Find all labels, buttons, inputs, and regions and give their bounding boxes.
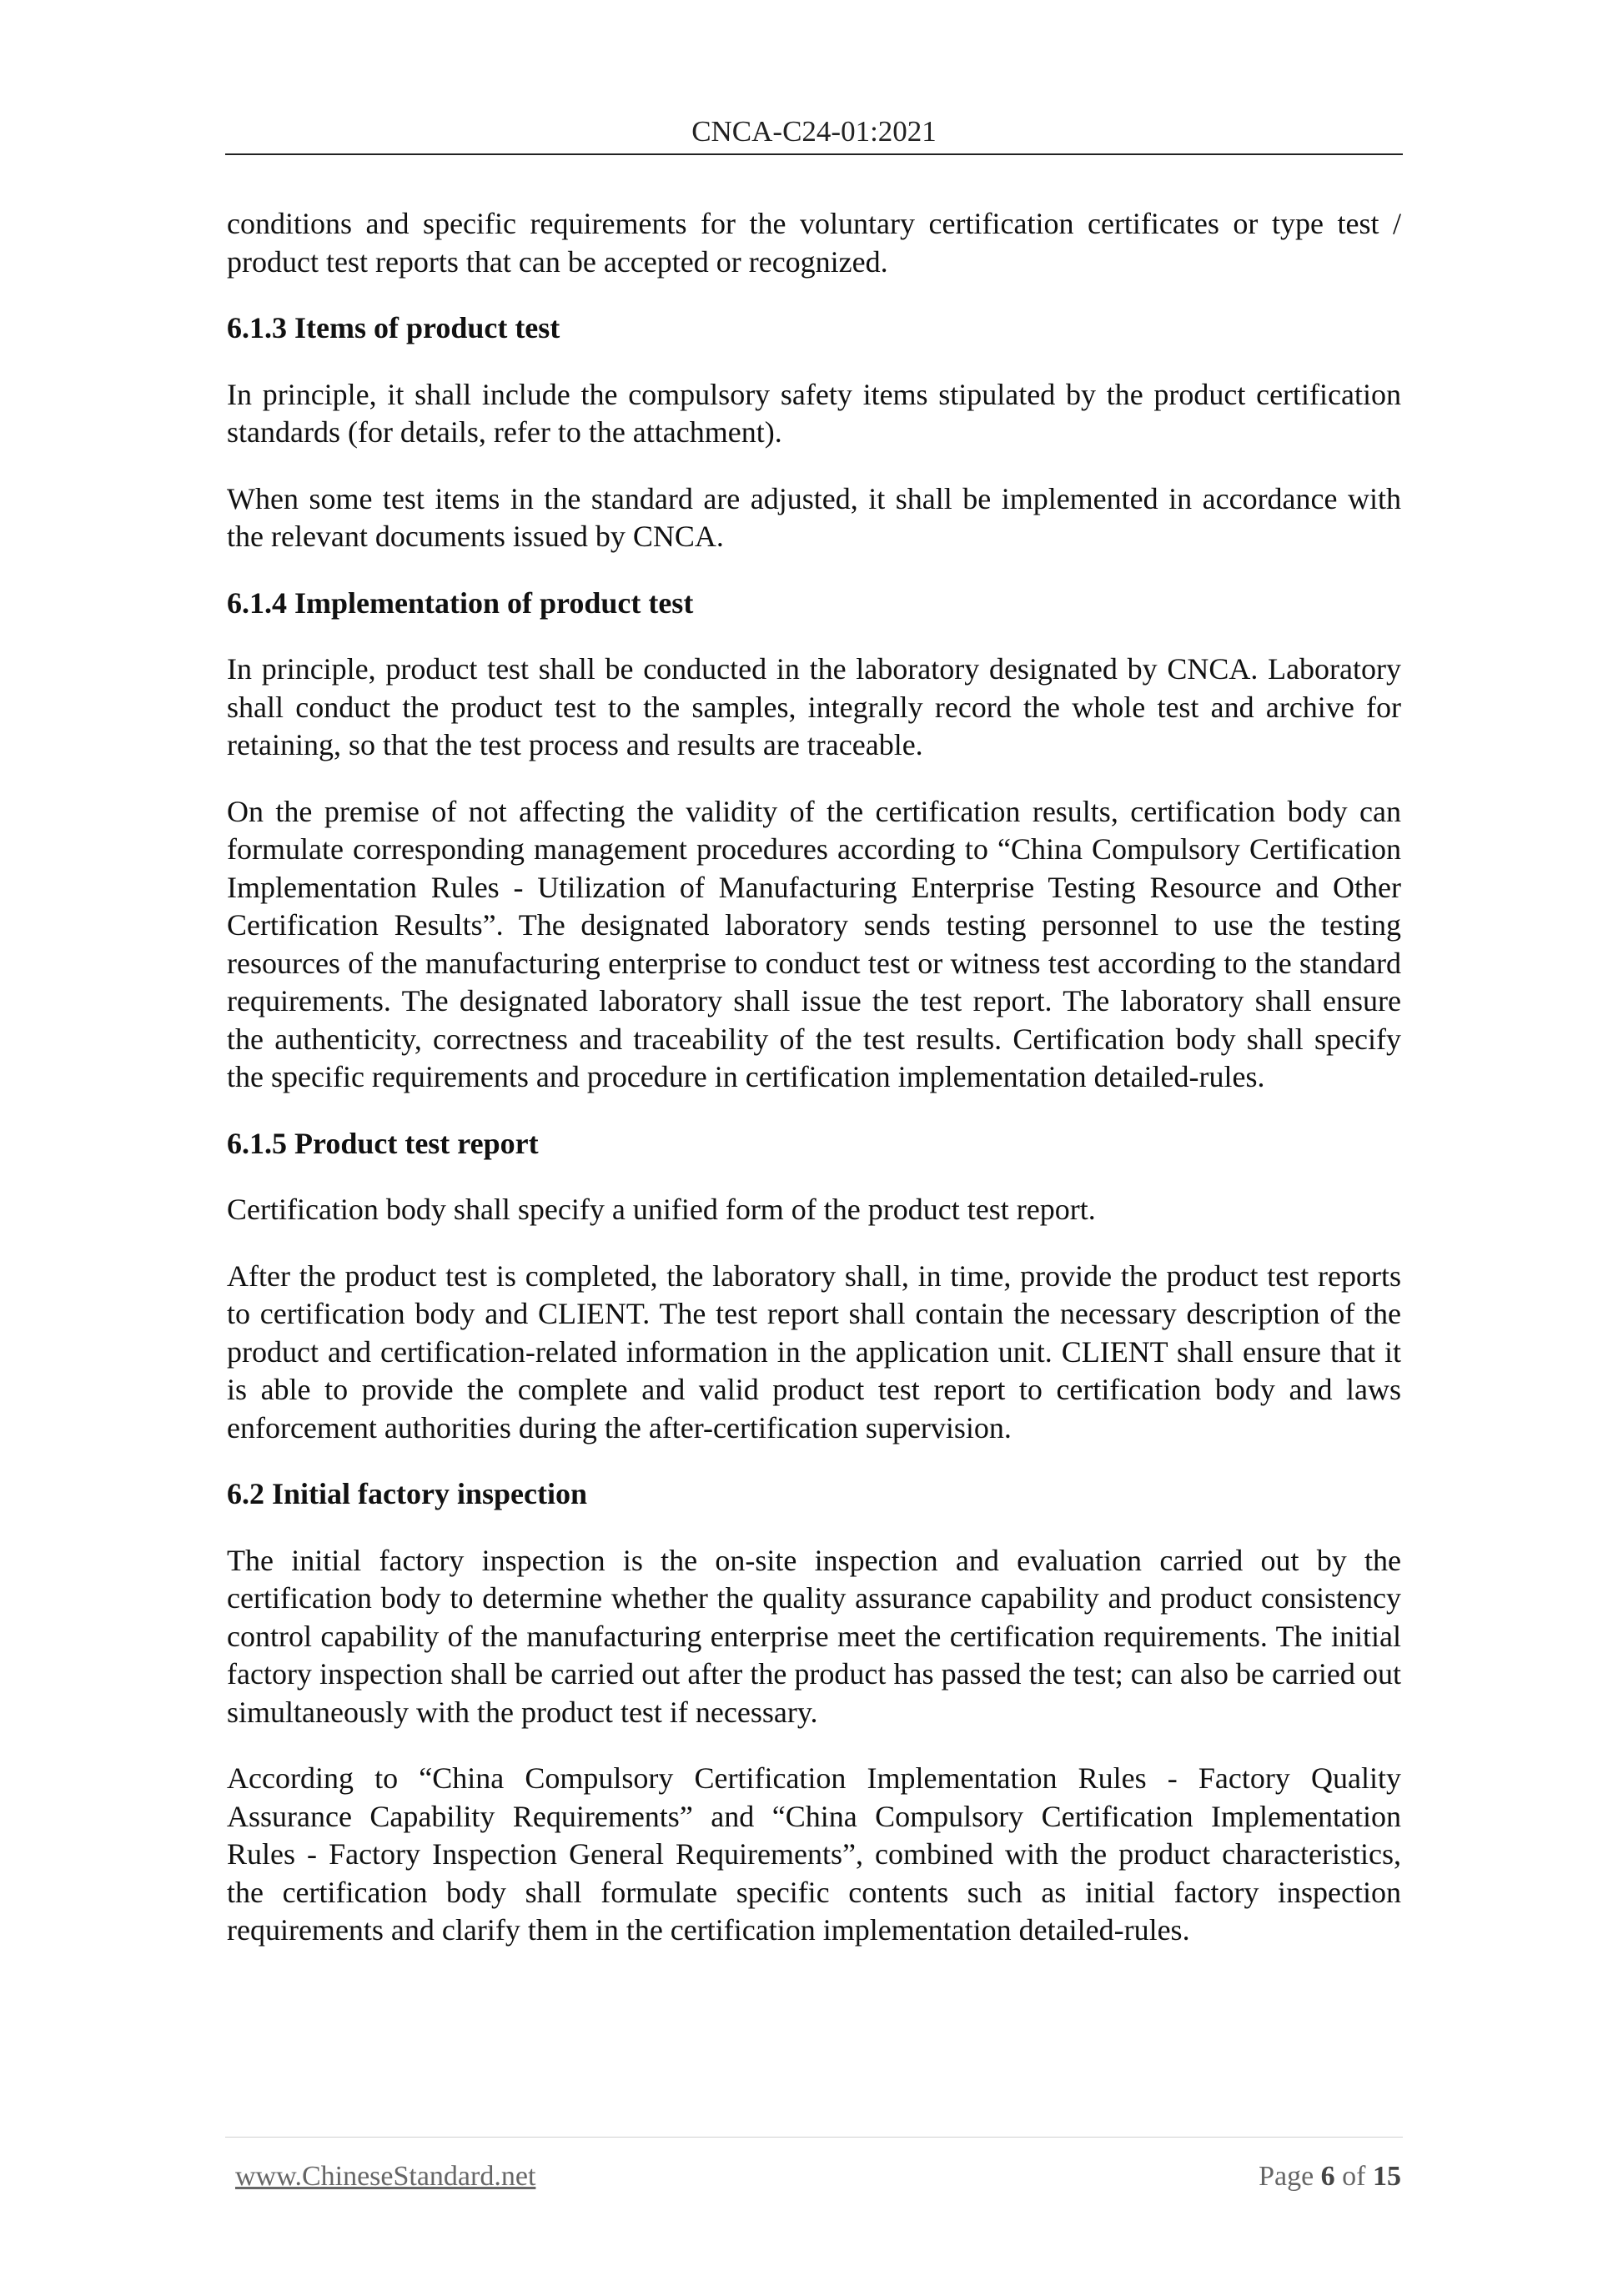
heading-6-1-4: 6.1.4 Implementation of product test (227, 585, 694, 620)
heading-6-1-5: 6.1.5 Product test report (227, 1126, 539, 1160)
paragraph-report-form: Certification body shall specify a unified form of the product test report. (227, 1193, 1096, 1226)
paragraph-initial-inspection: The initial factory inspection is the on-site inspection and evaluation carried out by the certification body to determine whether the quality assurance capability and product consistency control capability of the manufacturing enterprise meet the certification requirements. The initial factory inspection shall be carried out after the product has passed the test; can also be carried out simultaneously with the product test if necessary. (227, 1543, 1401, 1729)
page-current: 6 (1320, 2161, 1335, 2192)
footer-divider (225, 2137, 1403, 2138)
document-code-header: CNCA-C24-01:2021 (691, 115, 937, 148)
page-number (1259, 2160, 1401, 2193)
paragraph-test-items: In principle, it shall include the compulsory safety items stipulated by the product certification standards (for details, refer to the attachment). (227, 377, 1401, 449)
paragraph-continuation: conditions and specific requirements for the voluntary certification certificates or type test / product test reports that can be accepted or recognized. (227, 207, 1401, 279)
page-prefix: Page (1259, 2161, 1314, 2192)
paragraph-test-items-adjusted: When some test items in the standard are adjusted, it shall be implemented in accordance with the relevant documents issued by CNCA. (227, 481, 1401, 553)
website-link[interactable]: www.ChineseStandard.net (235, 2161, 536, 2192)
page-total: 15 (1373, 2161, 1401, 2192)
paragraph-test-implementation: In principle, product test shall be conducted in the laboratory designated by CNCA. Laboratory shall conduct the product test to the samples, integrally record the whole test and archive for retaining, so that the test process and results are traceable. (227, 652, 1401, 761)
document-body (227, 205, 1401, 1978)
heading-6-2: 6.2 Initial factory inspection (227, 1477, 587, 1510)
page-of: of (1342, 2161, 1366, 2192)
paragraph-report-delivery: After the product test is completed, the laboratory shall, in time, provide the product test reports to certification body and CLIENT. The test report shall contain the necessary description of the product and certification-related information in the application unit. CLIENT shall ensure that it is able to provide the complete and valid product test report to certification body and laws enforcement authorities during the after-certification supervision. (227, 1259, 1401, 1444)
heading-6-1-3: 6.1.3 Items of product test (227, 311, 560, 344)
paragraph-test-premise: On the premise of not affecting the validity of the certification results, certification body can formulate corresponding management procedures according to “China Compulsory Certification Implementation Rules - Utilization of Manufacturing Enterprise Testing Resource and Other Certification Results”. The designated laboratory sends testing personnel to use the testing resources of the manufacturing enterprise to conduct test or witness test according to the standard requirements. The designated laboratory shall issue the test report. The laboratory shall ensure the authenticity, correctness and traceability of the test results. Certification body shall specify the specific requirements and procedure in certification implementation detailed-rules. (227, 794, 1401, 1093)
paragraph-inspection-rules: According to “China Compulsory Certification Implementation Rules - Factory Quality Assurance Capability Requirements” and “China Compulsory Certification Implementation Rules - Factory Inspection General Requirements”, combined with the product characteristics, the certification body shall formulate specific contents such as initial factory inspection requirements and clarify them in the certification implementation detailed-rules. (227, 1761, 1401, 1947)
header-divider (225, 153, 1403, 155)
